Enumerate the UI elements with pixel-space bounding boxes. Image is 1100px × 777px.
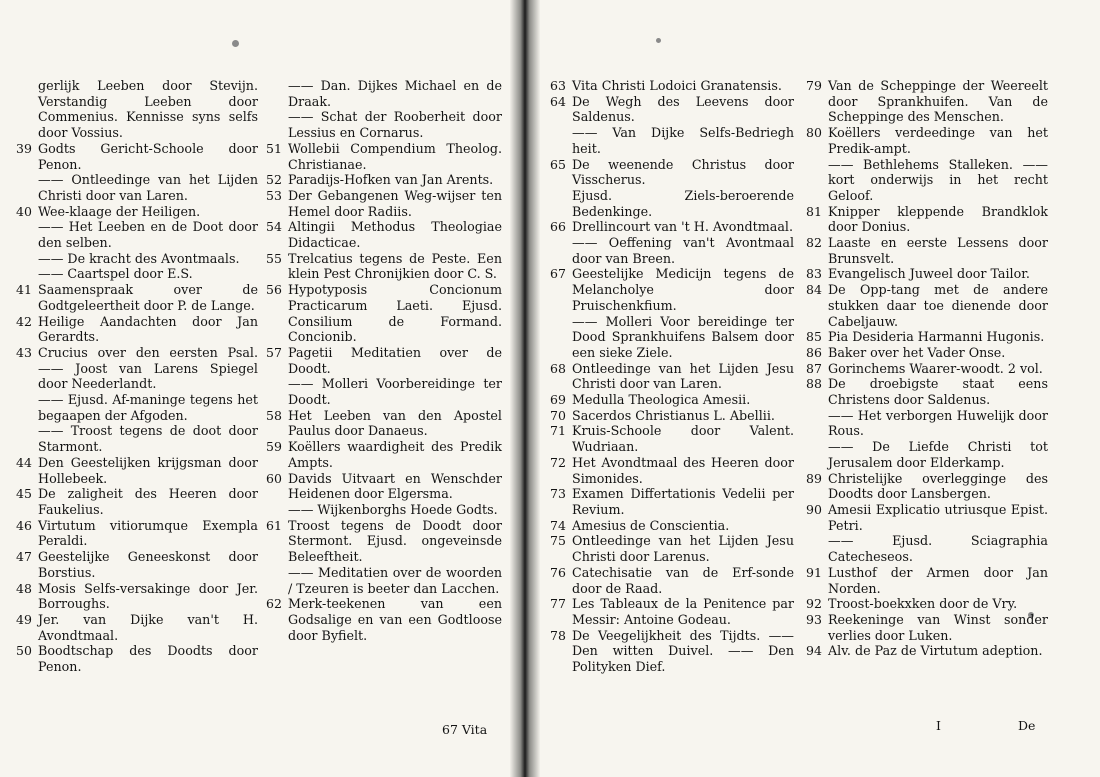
entry-title: Laaste en eerste Lessens door Brunsvelt.	[828, 235, 1048, 266]
catalog-entry	[806, 408, 1048, 439]
entry-number: 86	[806, 344, 822, 360]
entry-number: 54	[266, 219, 282, 235]
catalog-entry	[806, 533, 1048, 564]
entry-number: 55	[266, 250, 282, 266]
catalog-entry	[16, 345, 258, 392]
entry-number: 81	[806, 203, 822, 219]
entry-number: 53	[266, 187, 282, 203]
catalog-entry	[550, 596, 794, 627]
entry-number	[550, 314, 572, 361]
entry-title: —— Bethlehems Stalleken. —— kort onderwijs in het recht Geloof.	[828, 156, 1048, 203]
entry-title: Altingii Methodus Theologiae Didacticae.	[288, 219, 502, 251]
catalog-entry	[550, 219, 794, 235]
entry-number: 57	[266, 344, 282, 360]
entry-title: Ontleedinge van het Lijden Jesu Christi door Larenus.	[572, 533, 794, 565]
entry-number: 59	[266, 439, 282, 455]
entry-title: Geestelijke Medicijn tegens de Melancholye door Pruischenkfium.	[572, 266, 794, 313]
entry-title: Hypotyposis Concionum Practicarum Laeti. Ejusd. Consilium de Formand. Concionib.	[288, 282, 502, 345]
catalog-entry	[550, 408, 794, 424]
entry-title: Crucius over den eersten Psal. —— Joost van Larens Spiegel door Neederlandt.	[38, 344, 258, 392]
entry-number: 79	[806, 78, 822, 93]
entry-title: —— Ejusd. Af-maninge tegens het begaapen der Afgoden.	[38, 392, 258, 423]
entry-title: —— Dan. Dijkes Michael en de Draak.	[288, 78, 502, 109]
entry-title: Boodtschap des Doodts door Penon.	[38, 643, 258, 675]
entry-number: 51	[266, 140, 282, 156]
entry-number: 70	[550, 407, 566, 423]
entry-number: 49	[16, 611, 32, 627]
entry-title: —— Het verborgen Huwelijk door Rous.	[828, 407, 1048, 439]
entry-title: Wollebii Compendium Theolog. Christianae.	[288, 140, 502, 172]
entry-number: 52	[266, 172, 282, 188]
entry-title: —— Schat der Rooberheit door Lessius en Cornarus.	[288, 109, 502, 141]
entry-title: Drellincourt van 't H. Avondtmaal.	[572, 219, 793, 235]
entry-number	[806, 408, 828, 439]
print-spot	[656, 38, 661, 43]
catalog-entry	[550, 157, 794, 188]
entry-number: 83	[806, 266, 822, 282]
entry-title: Examen Differtationis Vedelii per Revium.	[572, 486, 794, 517]
catalog-entry	[550, 533, 794, 564]
entry-number	[16, 219, 38, 250]
entry-title: Catechisatie van de Erf-sonde door de Raad.	[572, 564, 794, 596]
entry-title: De Opp-tang met de andere stukken daar toe dienende door Cabeljauw.	[828, 282, 1048, 329]
catalog-entry	[550, 235, 794, 266]
catalog-entry	[16, 219, 258, 250]
entry-title: —— Meditatien over de woorden / Tzeuren is beeter dan Lacchen.	[288, 564, 502, 596]
catalog-entry	[16, 251, 258, 267]
catalog-entry	[806, 157, 1048, 204]
entry-title: Evangelisch Juweel door Tailor.	[828, 266, 1030, 282]
entry-title: Medulla Theologica Amesii.	[572, 392, 751, 408]
entry-number	[550, 235, 572, 266]
catalog-entry	[806, 439, 1048, 470]
entry-title: Van de Scheppinge der Weereelt door Sprankhuifen. Van de Scheppinge des Menschen.	[828, 78, 1048, 125]
entry-title: Christelijke overlegginge des Doodts door Lansbergen.	[828, 470, 1048, 502]
entry-title: Het Leeben van den Apostel Paulus door Danaeus.	[288, 407, 502, 439]
entry-number	[266, 565, 288, 596]
entry-title: Mosis Selfs-versakinge door Jer. Borroughs.	[38, 580, 258, 612]
entry-title: Alv. de Paz de Virtutum adeption.	[828, 643, 1043, 659]
catalog-entry	[266, 141, 502, 172]
catalog-entry	[550, 423, 794, 454]
entry-number: 93	[806, 611, 822, 627]
entry-number	[550, 188, 572, 219]
catalog-entry	[806, 235, 1048, 266]
entry-number: 46	[16, 517, 32, 533]
catalog-entry	[266, 251, 502, 282]
entry-number: 63	[550, 78, 566, 93]
catalog-entry	[266, 471, 502, 502]
catalog-entry	[16, 392, 258, 423]
entry-title: Baker over het Vader Onse.	[828, 344, 1006, 360]
entry-number	[266, 78, 288, 109]
catalog-entry	[806, 361, 1048, 377]
catalog-entry	[266, 188, 502, 219]
catalog-entry	[806, 125, 1048, 156]
entry-title: Les Tableaux de la Penitence par Messir: Antoine Godeau.	[572, 596, 794, 627]
entry-title: —— Van Dijke Selfs-Bedriegh heit.	[572, 125, 794, 156]
catalog-entry	[806, 643, 1048, 659]
entry-title: Pia Desideria Harmanni Hugonis.	[828, 329, 1045, 345]
catalog-entry	[550, 125, 794, 156]
catalog-entry	[550, 314, 794, 361]
entry-number: 40	[16, 203, 32, 219]
catalog-entry	[550, 94, 794, 125]
right-catchword: De	[1018, 718, 1036, 733]
entry-number: 78	[550, 627, 566, 643]
entry-number: 45	[16, 486, 32, 502]
left-catchword: 67 Vita	[442, 722, 488, 737]
entry-title: —— Caartspel door E.S.	[38, 266, 193, 282]
catalog-entry	[806, 266, 1048, 282]
entry-number: 71	[550, 423, 566, 439]
catalog-entry	[16, 423, 258, 454]
entry-number: 84	[806, 282, 822, 298]
catalog-entry	[16, 581, 258, 612]
entry-number	[16, 392, 38, 423]
entry-title: Vita Christi Lodoici Granatensis.	[572, 78, 782, 93]
entry-number: 58	[266, 407, 282, 423]
catalog-entry	[806, 282, 1048, 329]
catalog-entry	[266, 408, 502, 439]
entry-title: —— De kracht des Avontmaals.	[38, 250, 240, 266]
catalog-entry	[550, 486, 794, 517]
catalog-entry	[16, 518, 258, 549]
entry-title: Troost tegens de Doodt door Stermont. Ejusd. ongeveinsde Beleeftheit.	[288, 517, 502, 565]
catalog-entry	[806, 376, 1048, 407]
catalog-entry	[16, 204, 258, 220]
entry-number: 50	[16, 643, 32, 659]
entry-title: De zaligheit des Heeren door Faukelius.	[38, 486, 258, 517]
catalog-entry	[266, 518, 502, 565]
catalog-entry	[550, 361, 794, 392]
entry-title: Troost-boekxken door de Vry.	[828, 596, 1018, 612]
catalog-entry	[266, 596, 502, 643]
catalog-entry	[550, 266, 794, 313]
entry-number	[16, 251, 38, 267]
catalog-entry	[16, 282, 258, 313]
entry-title: Koëllers verdeedinge van het Predik-ampt.	[828, 125, 1048, 156]
catalog-entry	[266, 219, 502, 250]
entry-number: 73	[550, 486, 566, 502]
entry-number: 67	[550, 266, 566, 282]
entry-title: Paradijs-Hofken van Jan Arents.	[288, 172, 494, 188]
catalog-entry	[550, 628, 794, 675]
catalog-entry	[806, 596, 1048, 612]
catalog-entry	[266, 565, 502, 596]
catalog-column-4	[806, 78, 1048, 659]
entry-number	[806, 439, 828, 470]
catalog-entry	[806, 204, 1048, 235]
entry-title: Reekeninge van Winst sonder verlies door Luken.	[828, 611, 1048, 643]
catalog-entry	[806, 471, 1048, 502]
entry-title: —— Ejusd. Sciagraphia Catecheseos.	[828, 533, 1048, 565]
catalog-entry	[266, 345, 502, 376]
entry-title: —— Het Leeben en de Doot door den selben.	[38, 219, 258, 251]
entry-title: Amesii Explicatio utriusque Epist. Petri.	[828, 501, 1048, 533]
entry-number	[16, 423, 38, 454]
catalog-entry	[266, 439, 502, 470]
entry-title: Kruis-Schoole door Valent. Wudriaan.	[572, 423, 794, 455]
entry-title: —— Troost tegens de doot door Starmont.	[38, 423, 258, 455]
catalog-entry	[550, 518, 794, 534]
entry-title: De droebigste staat eens Christens door Saldenus.	[828, 376, 1048, 408]
entry-title: Godts Gericht-Schoole door Penon.	[38, 140, 258, 172]
entry-number: 85	[806, 329, 822, 345]
entry-title: —— Ontleedinge van het Lijden Christi door van Laren.	[38, 172, 258, 203]
catalog-entry	[266, 109, 502, 140]
book-gutter	[510, 0, 540, 777]
entry-title: —— Wijkenborghs Hoede Godts.	[288, 501, 498, 517]
entry-number: 94	[806, 643, 822, 659]
entry-title: De weenende Christus door Visscherus.	[572, 156, 794, 188]
print-spot	[232, 40, 239, 47]
entry-title: —— Molleri Voorbereidinge ter Doodt.	[288, 376, 502, 408]
entry-title: —— Molleri Voor bereidinge ter Dood Sprankhuifens Balsem door een sieke Ziele.	[572, 313, 794, 360]
entry-number: 62	[266, 596, 282, 612]
entry-number: 60	[266, 470, 282, 486]
entry-number	[550, 125, 572, 156]
entry-number: 44	[16, 454, 32, 470]
catalog-entry	[806, 78, 1048, 125]
entry-title: Virtutum vitiorumque Exempla Peraldi.	[38, 517, 258, 549]
entry-number: 77	[550, 596, 566, 612]
entry-number: 41	[16, 282, 32, 298]
entry-title: Jer. van Dijke van't H. Avondtmaal.	[38, 611, 258, 643]
catalog-column-3	[550, 78, 794, 675]
entry-title: —— De Liefde Christi tot Jerusalem door Elderkamp.	[828, 439, 1048, 470]
catalog-entry	[16, 455, 258, 486]
entry-number: 92	[806, 596, 822, 612]
entry-number: 47	[16, 549, 32, 565]
entry-number: 89	[806, 470, 822, 486]
entry-title: —— Oeffening van't Avontmaal door van Breen.	[572, 235, 794, 266]
entry-number: 39	[16, 140, 32, 156]
catalog-entry	[266, 376, 502, 407]
entry-number: 91	[806, 564, 822, 580]
entry-number	[266, 502, 288, 518]
catalog-entry	[16, 266, 258, 282]
entry-number	[806, 157, 828, 204]
entry-number	[16, 266, 38, 282]
entry-title: Ontleedinge van het Lijden Jesu Christi door van Laren.	[572, 360, 794, 392]
signature-mark: I	[936, 718, 941, 733]
entry-number: 66	[550, 219, 566, 235]
entry-number: 68	[550, 360, 566, 376]
catalog-entry	[550, 565, 794, 596]
entry-title: Der Gebangenen Weg-wijser ten Hemel door Radiis.	[288, 187, 502, 219]
entry-number: 42	[16, 313, 32, 329]
entry-title: Koëllers waardigheit des Predik Ampts.	[288, 439, 502, 470]
entry-number: 80	[806, 125, 822, 141]
entry-title: Geestelijke Geneeskonst door Borstius.	[38, 549, 258, 580]
entry-title: Davids Uitvaart en Wenschder Heidenen door Elgersma.	[288, 470, 502, 502]
catalog-entry	[550, 392, 794, 408]
catalog-entry	[16, 643, 258, 674]
entry-title: De Wegh des Leevens door Saldenus.	[572, 93, 794, 125]
entry-title: Heilige Aandachten door Jan Gerardts.	[38, 313, 258, 345]
catalog-entry	[16, 549, 258, 580]
entry-title: Den Geestelijken krijgsman door Hollebeek.	[38, 454, 258, 486]
entry-number: 72	[550, 454, 566, 470]
catalog-entry	[806, 565, 1048, 596]
entry-number	[266, 109, 288, 140]
entry-title: Trelcatius tegens de Peste. Een klein Pest Chronijkien door C. S.	[288, 250, 502, 282]
entry-number: 76	[550, 564, 566, 580]
catalog-entry	[16, 486, 258, 517]
catalog-entry	[16, 172, 258, 203]
entry-number	[16, 172, 38, 203]
catalog-column-2	[266, 78, 502, 643]
entry-number: 82	[806, 235, 822, 251]
entry-number: 74	[550, 517, 566, 533]
entry-title: Saamenspraak over de Godtgeleertheit door P. de Lange.	[38, 282, 258, 313]
entry-title: Lusthof der Armen door Jan Norden.	[828, 564, 1048, 596]
catalog-column-1	[16, 78, 258, 675]
catalog-entry	[550, 188, 794, 219]
entry-title: Wee-klaage der Heiligen.	[38, 203, 201, 219]
entry-number: 87	[806, 360, 822, 376]
entry-number: 90	[806, 501, 822, 517]
entry-number: 43	[16, 344, 32, 360]
entry-title: Sacerdos Christianus L. Abellii.	[572, 407, 775, 423]
entry-title: De Veegelijkheit des Tijdts. —— Den witten Duivel. —— Den Polityken Dief.	[572, 627, 794, 675]
entry-title: Pagetii Meditatien over de Doodt.	[288, 344, 502, 376]
entry-number: 48	[16, 580, 32, 596]
catalog-entry	[266, 502, 502, 518]
catalog-entry	[806, 502, 1048, 533]
entry-title: Knipper kleppende Brandklok door Donius.	[828, 203, 1048, 235]
entry-title: gerlijk Leeben door Stevijn. Verstandig Leeben door Commenius. Kennisse syns selfs door Vossius.	[38, 78, 258, 141]
entry-title: Gorinchems Waarer-woodt. 2 vol.	[828, 360, 1043, 376]
catalog-entry	[266, 282, 502, 345]
catalog-entry	[16, 78, 258, 141]
entry-number	[806, 533, 828, 564]
catalog-entry	[266, 172, 502, 188]
entry-number	[16, 78, 38, 141]
entry-number: 56	[266, 282, 282, 298]
catalog-entry	[806, 329, 1048, 345]
entry-title: Amesius de Conscientia.	[572, 517, 730, 533]
entry-title: Het Avondtmaal des Heeren door Simonides.	[572, 454, 794, 486]
entry-title: Ejusd. Ziels-beroerende Bedenkinge.	[572, 187, 794, 219]
catalog-entry	[266, 78, 502, 109]
catalog-entry	[16, 314, 258, 345]
entry-number: 65	[550, 156, 566, 172]
entry-number: 61	[266, 517, 282, 533]
catalog-entry	[806, 612, 1048, 643]
entry-number: 69	[550, 392, 566, 408]
catalog-entry	[16, 141, 258, 172]
entry-number: 88	[806, 376, 822, 392]
catalog-entry	[16, 612, 258, 643]
entry-number: 64	[550, 93, 566, 109]
catalog-entry	[550, 78, 794, 94]
catalog-entry	[806, 345, 1048, 361]
entry-number	[266, 376, 288, 407]
entry-title: Merk-teekenen van een Godsalige en van een Godtloose door Byfielt.	[288, 596, 502, 643]
entry-number: 75	[550, 533, 566, 549]
catalog-entry	[550, 455, 794, 486]
